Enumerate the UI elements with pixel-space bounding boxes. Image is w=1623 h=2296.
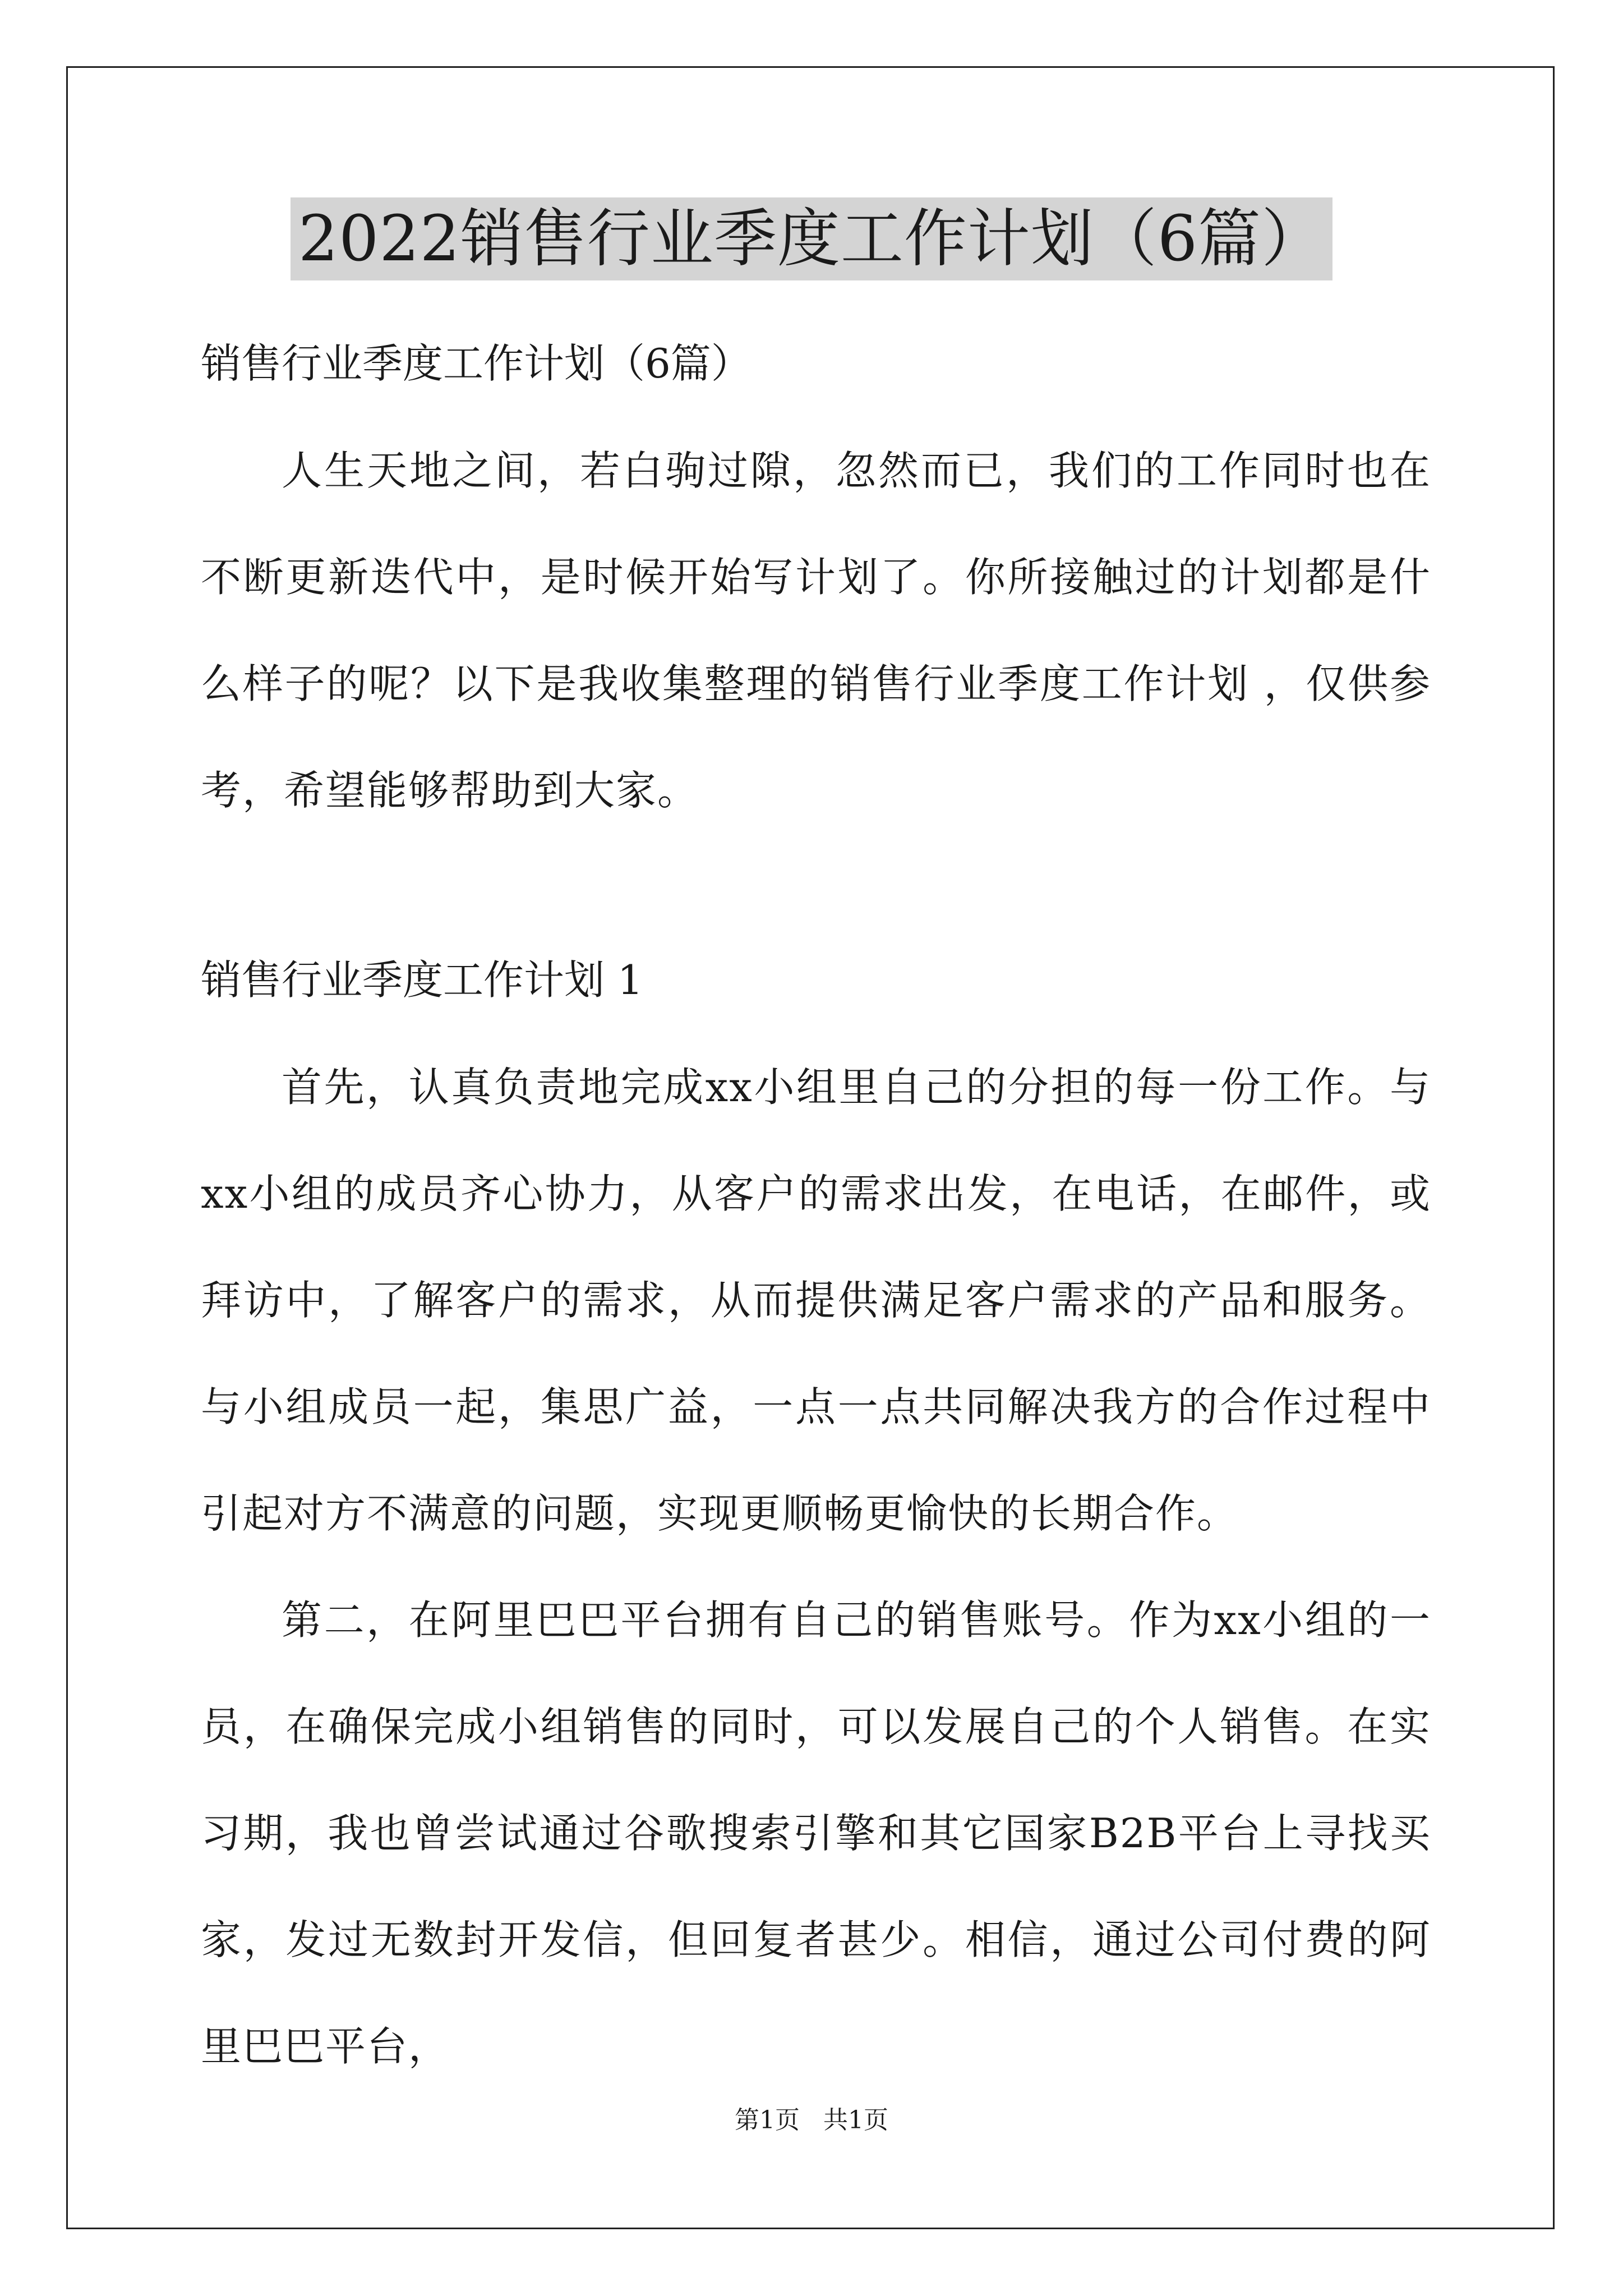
section-1-paragraph-1: 首先，认真负责地完成xx小组里自己的分担的每一份工作。与xx小组的成员齐心协力，从客户的需求出发，在电话，在邮件，或拜访中，了解客户的需求，从而提供满足客户需求的产品和服务。与小组成员一起，集思广益，一点一点共同解决我方的合作过程中引起对方不满意的问题，实现更顺畅更愉快的长期合作。	[201, 1064, 1431, 1537]
intro-paragraph: 人生天地之间，若白驹过隙，忽然而已，我们的工作同时也在不断更新迭代中，是时候开始写计划了。你所接触过的计划都是什么样子的呢？以下是我收集整理的销售行业季度工作计划 ，仅供参考，希望能够帮助到大家。	[201, 447, 1431, 814]
intro-heading: 销售行业季度工作计划（6篇）	[201, 340, 751, 387]
section-1-paragraph-2: 第二，在阿里巴巴平台拥有自己的销售账号。作为xx小组的一员，在确保完成小组销售的同时，可以发展自己的个人销售。在实习期，我也曾尝试通过谷歌搜索引擎和其它国家B2B平台上寻找买家，发过无数封开发信，但回复者甚少。相信，通过公司付费的阿里巴巴平台，	[201, 1596, 1431, 2070]
section-1-heading: 销售行业季度工作计划 1	[201, 956, 643, 1004]
document-title: 2022销售行业季度工作计划（6篇）	[291, 197, 1332, 280]
title-container	[0, 197, 1623, 280]
page-footer: 第1页 共1页	[735, 2106, 888, 2134]
document-body	[201, 303, 1431, 2100]
